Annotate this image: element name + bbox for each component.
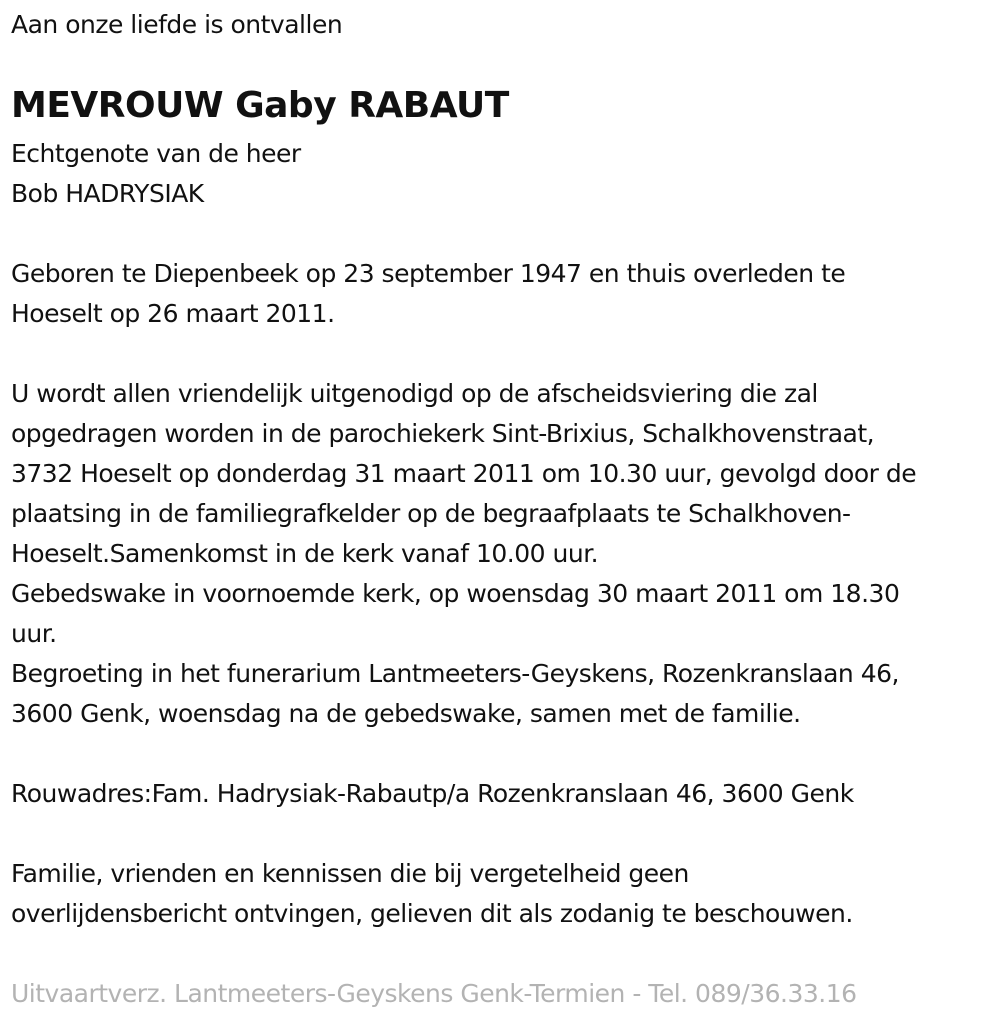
service-line: Hoeselt.Samenkomst in de kerk vanaf 10.00 uur. [11,539,599,568]
funeral-home-footer: Uitvaartverz. Lantmeeters-Geyskens Genk-Termien - Tel. 089/36.33.16 [11,979,857,1008]
spouse-line: Echtgenote van de heer [11,139,301,168]
service-line: uur. [11,619,57,648]
service-line: 3600 Genk, woensdag na de gebedswake, samen met de familie. [11,699,801,728]
mourning-address-block [11,774,854,814]
deceased-name: MEVROUW Gaby RABAUT [11,85,509,126]
family-note-block [11,854,853,934]
service-line: Begroeting in het funerarium Lantmeeters-Geyskens, Rozenkranslaan 46, [11,659,899,688]
birth-death-line: Hoeselt op 26 maart 2011. [11,299,335,328]
service-line: Gebedswake in voornoemde kerk, op woensdag 30 maart 2011 om 18.30 [11,579,900,608]
spouse-block [11,134,301,214]
intro-text: Aan onze liefde is ontvallen [11,10,343,39]
service-block [11,374,916,734]
family-note-line: Familie, vrienden en kennissen die bij vergetelheid geen [11,859,689,888]
spouse-line: Bob HADRYSIAK [11,179,204,208]
birth-death-block [11,254,845,334]
family-note-line: overlijdensbericht ontvingen, gelieven dit als zodanig te beschouwen. [11,899,853,928]
birth-death-line: Geboren te Diepenbeek op 23 september 1947 en thuis overleden te [11,259,846,288]
mourning-address: Rouwadres:Fam. Hadrysiak-Rabautp/a Rozenkranslaan 46, 3600 Genk [11,779,854,808]
service-line: U wordt allen vriendelijk uitgenodigd op de afscheidsviering die zal [11,379,818,408]
service-line: opgedragen worden in de parochiekerk Sint-Brixius, Schalkhovenstraat, [11,419,875,448]
service-line: plaatsing in de familiegrafkelder op de begraafplaats te Schalkhoven- [11,499,851,528]
service-line: 3732 Hoeselt op donderdag 31 maart 2011 om 10.30 uur, gevolgd door de [11,459,917,488]
